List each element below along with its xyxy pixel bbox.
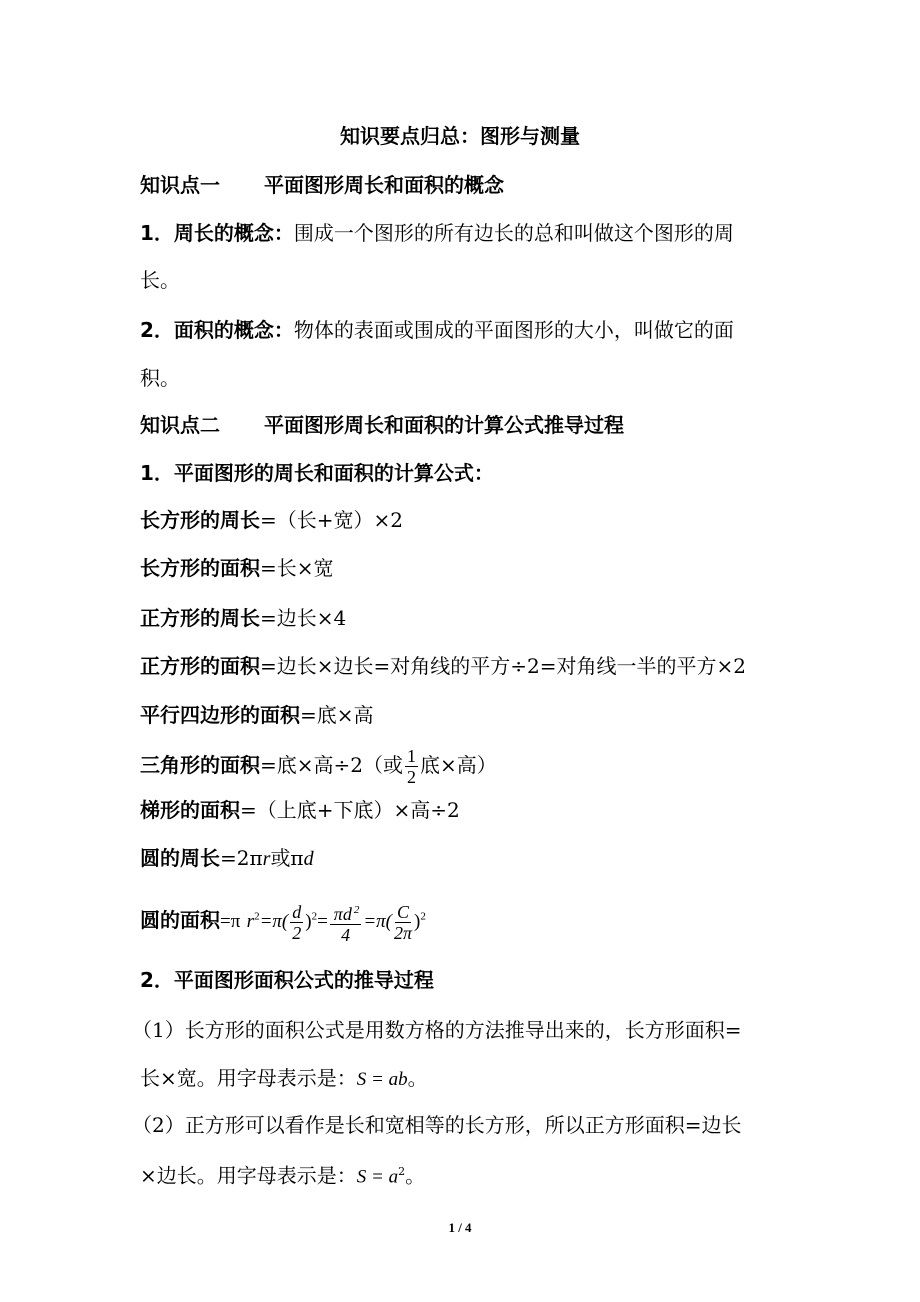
numerator: 1 xyxy=(407,746,416,766)
formula-line xyxy=(140,900,426,945)
fraction xyxy=(394,902,412,943)
formula-text: =（长+宽）×2 xyxy=(260,508,403,532)
section-label: 知识点二 xyxy=(140,413,220,437)
formula-text: =底×高 xyxy=(300,703,374,727)
op: ) xyxy=(414,910,421,932)
paragraph xyxy=(140,219,734,247)
formula-line xyxy=(140,746,497,787)
paragraph: （1）长方形的面积公式是用数方格的方法推导出来的，长方形面积= xyxy=(132,1018,742,1042)
formula-text: =π xyxy=(220,910,241,932)
formula-text: =（上底+下底）×高÷2 xyxy=(240,798,460,822)
fraction xyxy=(330,900,362,945)
paragraph xyxy=(140,316,734,344)
formula-term: 三角形的面积 xyxy=(140,753,260,777)
op: =π( xyxy=(363,910,392,932)
var-d: d xyxy=(303,848,314,870)
formula-term: 圆的面积 xyxy=(140,907,220,932)
text: ×边长。用字母表示是： xyxy=(140,1163,357,1188)
section-heading-1 xyxy=(140,171,504,199)
section-label: 知识点一 xyxy=(140,173,220,197)
exponent: 2 xyxy=(398,1165,406,1178)
paragraph: （2）正方形可以看作是长和宽相等的长方形，所以正方形面积=边长 xyxy=(132,1113,742,1137)
definition: 物体的表面或围成的平面图形的大小，叫做它的面 xyxy=(293,318,734,342)
exponent: 2 xyxy=(311,910,318,923)
definition: 围成一个图形的所有边长的总和叫做这个图形的周 xyxy=(293,221,734,245)
term: 1．周长的概念： xyxy=(140,221,294,245)
page-number: 1 / 4 xyxy=(448,1220,472,1235)
var-r: r xyxy=(262,848,271,870)
var: r xyxy=(246,910,255,932)
denominator: 2 xyxy=(292,923,302,943)
formula-line xyxy=(140,506,403,534)
text: 。 xyxy=(407,1066,428,1090)
fraction xyxy=(290,902,303,943)
formula-text: 底×高） xyxy=(420,753,497,777)
text: 长×宽。用字母表示是： xyxy=(140,1066,357,1090)
formula-text: =2π xyxy=(220,846,263,870)
section-text: 平面图形周长和面积的计算公式推导过程 xyxy=(264,413,624,437)
op: =π( xyxy=(259,910,289,932)
paragraph-cont xyxy=(140,1064,428,1094)
term: 2．面积的概念： xyxy=(140,318,294,342)
op: ) xyxy=(305,910,312,932)
page-title: 知识要点归总：图形与测量 xyxy=(340,124,580,148)
formula-line xyxy=(140,604,346,632)
formula-line xyxy=(140,844,314,873)
fraction xyxy=(405,746,418,787)
paragraph-cont: 长。 xyxy=(140,268,180,292)
paragraph-cont: 积。 xyxy=(140,366,180,390)
formula-term: 圆的周长 xyxy=(140,846,220,870)
formula-term: 梯形的面积 xyxy=(140,798,240,822)
subheading: 1．平面图形的周长和面积的计算公式： xyxy=(140,461,494,485)
formula: S = ab xyxy=(356,1069,408,1090)
paragraph-cont xyxy=(140,1158,425,1192)
denominator: 2 xyxy=(407,767,416,787)
numerator: C xyxy=(397,902,410,922)
formula-term: 长方形的周长 xyxy=(140,508,260,532)
numerator xyxy=(330,900,362,925)
formula-text: =长×宽 xyxy=(260,556,334,580)
formula-term: 正方形的面积 xyxy=(140,654,260,678)
denominator: 2π xyxy=(394,923,413,943)
formula-term: 正方形的周长 xyxy=(140,606,260,630)
formula: S = a xyxy=(356,1166,399,1188)
op: = xyxy=(317,910,328,932)
exponent: 2 xyxy=(254,910,260,923)
formula-text: =边长×4 xyxy=(260,606,347,630)
denominator: 4 xyxy=(341,925,351,945)
formula-text: =边长×边长=对角线的平方÷2=对角线一半的平方×2 xyxy=(260,654,746,678)
formula-line xyxy=(140,701,374,729)
subheading: 2．平面图形面积公式的推导过程 xyxy=(140,968,434,992)
section-text: 平面图形周长和面积的概念 xyxy=(264,173,504,197)
formula-term: 长方形的面积 xyxy=(140,556,260,580)
numerator: d xyxy=(292,902,302,922)
formula-term: 平行四边形的面积 xyxy=(140,703,300,727)
formula-line xyxy=(140,652,746,680)
formula-text: =底×高÷2（或 xyxy=(260,753,403,777)
num-text: πd xyxy=(333,904,352,924)
formula-line xyxy=(140,796,460,824)
section-heading-2 xyxy=(140,411,624,439)
exponent: 2 xyxy=(420,910,426,923)
exponent: 2 xyxy=(353,904,360,916)
formula-line xyxy=(140,554,334,582)
formula-text: 或π xyxy=(270,846,304,870)
text: 。 xyxy=(405,1163,426,1188)
